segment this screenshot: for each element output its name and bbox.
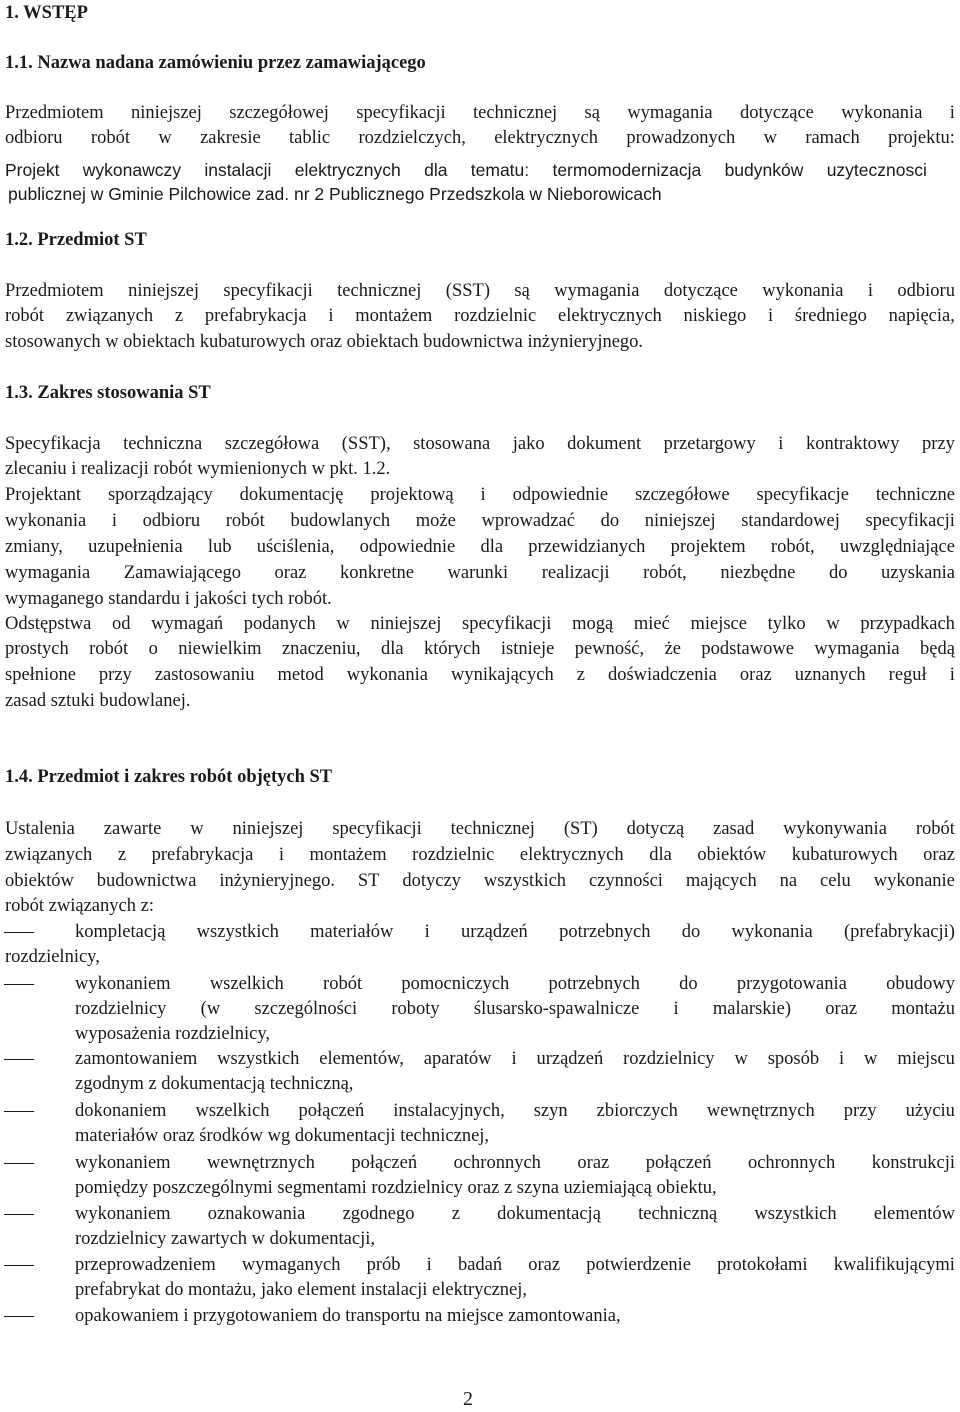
word: metod bbox=[277, 665, 324, 685]
word: niezbędne bbox=[720, 563, 796, 583]
word: elementów bbox=[873, 1204, 955, 1224]
word: miejsce bbox=[690, 614, 747, 634]
word: od bbox=[112, 614, 131, 634]
word: specyfikacji bbox=[865, 511, 955, 531]
word: wykonanie bbox=[873, 871, 955, 891]
page-number: 2 bbox=[463, 1388, 473, 1410]
word: techniczne bbox=[875, 485, 955, 505]
word: do bbox=[828, 563, 848, 583]
word: z bbox=[451, 1204, 460, 1224]
word: niniejszej bbox=[232, 819, 304, 839]
word: stosowana bbox=[413, 434, 491, 454]
word: zgodnego bbox=[342, 1204, 415, 1224]
word: robót, bbox=[770, 537, 815, 557]
paragraph-line bbox=[5, 844, 955, 866]
paragraph-line bbox=[5, 613, 955, 635]
word: dotyczą bbox=[626, 819, 685, 839]
word: konstrukcji bbox=[871, 1153, 955, 1173]
word: napięcia, bbox=[888, 306, 955, 326]
word: aparatów bbox=[423, 1049, 492, 1069]
word: i bbox=[673, 999, 679, 1019]
word: techniczna bbox=[123, 434, 203, 454]
word: wszystkich bbox=[196, 922, 279, 942]
list-dash bbox=[4, 1316, 34, 1317]
list-dash bbox=[4, 984, 34, 985]
word: oraz bbox=[274, 563, 307, 583]
word: niniejszej bbox=[644, 511, 716, 531]
word: tablic bbox=[289, 128, 331, 148]
word: spełnione bbox=[5, 665, 76, 685]
list-item-line: rozdzielnicy zawartych w dokumentacji, bbox=[75, 1229, 375, 1249]
word: urządzeń bbox=[536, 1049, 604, 1069]
list-item-line: zgodnym z dokumentacją techniczną, bbox=[75, 1074, 354, 1094]
list-item-line bbox=[75, 1100, 955, 1122]
word: i bbox=[426, 1255, 432, 1275]
section-heading-1-3: 1.3. Zakres stosowania ST bbox=[5, 383, 211, 403]
word: rozdzielnicy bbox=[75, 999, 167, 1019]
paragraph-line: robót związanych z: bbox=[5, 896, 154, 916]
word: do bbox=[600, 511, 620, 531]
word: których bbox=[423, 639, 481, 659]
word: robót, bbox=[643, 563, 687, 583]
word: wynikających bbox=[450, 665, 554, 685]
word: w bbox=[763, 128, 777, 148]
list-item-line: rozdzielnicy, bbox=[5, 947, 100, 967]
word: obiektów bbox=[697, 845, 767, 865]
word: pomocniczych bbox=[401, 974, 510, 994]
word: ochronnych bbox=[453, 1153, 541, 1173]
word: roboty bbox=[391, 999, 440, 1019]
word: realizacji bbox=[541, 563, 610, 583]
word: elektrycznych bbox=[519, 845, 624, 865]
word: sporządzający bbox=[107, 485, 213, 505]
word: prefabrykacja bbox=[204, 306, 307, 326]
word: wykonawczy bbox=[82, 160, 182, 180]
word: specyfikacje bbox=[756, 485, 849, 505]
word: w bbox=[190, 819, 204, 839]
word: dokonaniem bbox=[75, 1101, 167, 1121]
word: robót bbox=[89, 639, 129, 659]
word: uwzględniające bbox=[839, 537, 955, 557]
word: wszystkich bbox=[217, 1049, 300, 1069]
word: i bbox=[839, 1049, 845, 1069]
word: dla bbox=[649, 845, 672, 865]
word: technicznej bbox=[472, 103, 558, 123]
word: termomodernizacja bbox=[552, 160, 702, 180]
list-dash bbox=[4, 932, 34, 933]
list-item-line: prefabrykat do montażu, jako element instalacji elektrycznej, bbox=[75, 1280, 528, 1300]
word: wykonaniem bbox=[75, 974, 171, 994]
word: szczegółowa bbox=[224, 434, 320, 454]
paragraph-line bbox=[5, 638, 955, 660]
word: Odstępstwa bbox=[5, 614, 92, 634]
word: oraz bbox=[528, 1255, 561, 1275]
word: zasad bbox=[713, 819, 755, 839]
word: dokumentacją bbox=[497, 1204, 601, 1224]
word: wymagania bbox=[627, 103, 713, 123]
word: dla bbox=[424, 160, 448, 180]
word: Zamawiającego bbox=[123, 563, 241, 583]
word: i bbox=[511, 1049, 517, 1069]
word: oraz bbox=[825, 999, 858, 1019]
word: wszelkich bbox=[195, 1101, 270, 1121]
word: elektrycznych bbox=[558, 306, 662, 326]
word: ślusarsko-spawalnicze bbox=[473, 999, 640, 1019]
word: zawarte bbox=[103, 819, 162, 839]
word: projektu: bbox=[888, 128, 955, 148]
word: szczegółowej bbox=[229, 103, 329, 123]
paragraph-line bbox=[5, 510, 955, 532]
word: odpowiednie bbox=[512, 485, 609, 505]
list-item-line: materiałów oraz środków wg dokumentacji technicznej, bbox=[75, 1126, 490, 1146]
word: jako bbox=[512, 434, 545, 454]
word: mogą bbox=[572, 614, 614, 634]
word: odpowiednie bbox=[359, 537, 456, 557]
word: z bbox=[576, 665, 585, 685]
word: budowlanych bbox=[290, 511, 391, 531]
word: będą bbox=[920, 639, 955, 659]
word: rozdzielnic bbox=[454, 306, 537, 326]
word: wykonaniem bbox=[75, 1153, 171, 1173]
word: mieć bbox=[633, 614, 670, 634]
word: robót bbox=[915, 819, 955, 839]
word: badań bbox=[457, 1255, 503, 1275]
word: materiałów bbox=[310, 922, 394, 942]
word: przygotowania bbox=[736, 974, 847, 994]
paragraph-line: zlecaniu i realizacji robót wymienionych w pkt. 1.2. bbox=[5, 459, 391, 479]
word: uzytecznosci bbox=[826, 160, 927, 180]
word: robót bbox=[90, 128, 130, 148]
word: kwalifikującymi bbox=[833, 1255, 955, 1275]
word: ochronnych bbox=[747, 1153, 836, 1173]
list-item-line bbox=[75, 1048, 955, 1070]
word: i bbox=[949, 103, 955, 123]
section-heading-1-2: 1.2. Przedmiot ST bbox=[5, 230, 147, 250]
word: zmiany, bbox=[5, 537, 63, 557]
list-dash bbox=[4, 1163, 34, 1164]
word: wszelkich bbox=[209, 974, 284, 994]
list-dash bbox=[4, 1111, 34, 1112]
word: połączeń bbox=[298, 1101, 365, 1121]
word: uzupełnienia bbox=[88, 537, 183, 557]
paragraph-line bbox=[5, 305, 955, 327]
word: elementów, bbox=[319, 1049, 404, 1069]
word: kompletacją bbox=[75, 922, 166, 942]
word: czynności bbox=[588, 871, 663, 891]
list-item-line: opakowaniem i przygotowaniem do transportu na miejsce zamontowania, bbox=[75, 1306, 621, 1326]
word: niniejszej bbox=[370, 614, 442, 634]
word: użyciu bbox=[905, 1101, 955, 1121]
word: specyfikacji bbox=[356, 103, 446, 123]
word: niewielkim bbox=[178, 639, 262, 659]
word: są bbox=[514, 281, 530, 301]
word: (prefabrykacji) bbox=[844, 922, 955, 942]
paragraph-line bbox=[5, 870, 955, 892]
word: malarskie) bbox=[712, 999, 791, 1019]
word: specyfikacji bbox=[332, 819, 422, 839]
word: przypadkach bbox=[860, 614, 955, 634]
paragraph-line: wymaganego standardu i jakości tych robót. bbox=[5, 589, 332, 609]
word: niniejszej bbox=[128, 281, 199, 301]
list-item-line bbox=[75, 1152, 955, 1174]
word: wykonaniem bbox=[75, 1204, 171, 1224]
word: rozdzielnicy bbox=[623, 1049, 715, 1069]
word: oraz bbox=[577, 1153, 610, 1173]
word: przewidzianych bbox=[528, 537, 646, 557]
word: Projekt bbox=[5, 160, 60, 180]
word: elektrycznych bbox=[294, 160, 401, 180]
list-item-line bbox=[75, 921, 955, 943]
word: sposób bbox=[767, 1049, 820, 1069]
word: istnieje bbox=[500, 639, 555, 659]
word: technicznej bbox=[450, 819, 535, 839]
word: rozdzielnic bbox=[412, 845, 495, 865]
paragraph-line bbox=[5, 562, 955, 584]
word: szczególności bbox=[254, 999, 358, 1019]
word: potwierdzenie bbox=[586, 1255, 692, 1275]
word: podstawowe bbox=[701, 639, 794, 659]
word: w bbox=[826, 614, 840, 634]
word: w bbox=[734, 1049, 748, 1069]
word: i bbox=[949, 665, 955, 685]
word: że bbox=[664, 639, 681, 659]
word: montażem bbox=[309, 845, 387, 865]
paragraph-line bbox=[5, 818, 955, 840]
paragraph-line bbox=[5, 127, 955, 149]
word: obudowy bbox=[886, 974, 955, 994]
word: potrzebnych bbox=[559, 922, 651, 942]
word: przy bbox=[98, 665, 132, 685]
word: zakresie bbox=[200, 128, 261, 148]
word: montażu bbox=[891, 999, 955, 1019]
word: przy bbox=[843, 1101, 877, 1121]
word: dokument bbox=[567, 434, 642, 454]
word: zbiorczych bbox=[596, 1101, 678, 1121]
word: do bbox=[681, 922, 701, 942]
word: doświadczenia bbox=[607, 665, 717, 685]
word: dotyczące bbox=[663, 281, 738, 301]
word: robót bbox=[225, 511, 265, 531]
word: techniczną bbox=[638, 1204, 718, 1224]
word: i bbox=[111, 511, 117, 531]
word: wewnętrznych bbox=[706, 1101, 815, 1121]
word: uściślenia, bbox=[256, 537, 335, 557]
word: dla bbox=[480, 537, 504, 557]
word: wymagania bbox=[554, 281, 640, 301]
word: (SST) bbox=[445, 281, 490, 301]
list-item-line bbox=[75, 1203, 955, 1225]
word: są bbox=[584, 103, 600, 123]
word: Ustalenia bbox=[5, 819, 75, 839]
word: budownictwa bbox=[96, 871, 197, 891]
word: może bbox=[415, 511, 456, 531]
word: wykonywania bbox=[783, 819, 887, 839]
word: (ST) bbox=[563, 819, 598, 839]
word: związanych bbox=[65, 306, 154, 326]
word: specyfikacji bbox=[223, 281, 313, 301]
word: reguł bbox=[888, 665, 927, 685]
word: pewność, bbox=[574, 639, 645, 659]
word: kontraktowy bbox=[805, 434, 900, 454]
section-heading-1: 1. WSTĘP bbox=[5, 3, 88, 23]
word: wymaganych bbox=[241, 1255, 341, 1275]
word: ST bbox=[357, 871, 380, 891]
word: prostych bbox=[5, 639, 69, 659]
word: projektem bbox=[670, 537, 746, 557]
word: niniejszej bbox=[131, 103, 202, 123]
word: niskiego bbox=[683, 306, 747, 326]
word: wewnętrznych bbox=[207, 1153, 315, 1173]
word: inżynieryjnego. bbox=[219, 871, 335, 891]
list-item-line bbox=[75, 1254, 955, 1276]
word: ramach bbox=[805, 128, 860, 148]
word: wymagania bbox=[814, 639, 900, 659]
word: dotyczące bbox=[739, 103, 814, 123]
paragraph-line bbox=[5, 159, 927, 181]
word: prowadzonych bbox=[626, 128, 736, 148]
word: uznanych bbox=[794, 665, 866, 685]
paragraph-line bbox=[5, 664, 955, 686]
word: urządzeń bbox=[461, 922, 528, 942]
word: i bbox=[778, 434, 784, 454]
word: wprowadzać bbox=[481, 511, 575, 531]
word: i bbox=[328, 306, 334, 326]
paragraph-line: publicznej w Gminie Pilchowice zad. nr 2 Publicznego Przedszkola w Nieborowicach bbox=[8, 184, 662, 204]
word: dotyczy bbox=[402, 871, 461, 891]
word: protokołami bbox=[717, 1255, 808, 1275]
paragraph-line bbox=[5, 536, 955, 558]
word: oznakowania bbox=[207, 1204, 306, 1224]
word: instalacji bbox=[204, 160, 272, 180]
paragraph-line bbox=[5, 280, 955, 302]
word: wykonania bbox=[5, 511, 87, 531]
word: standardowej bbox=[741, 511, 840, 531]
list-item-line bbox=[75, 998, 955, 1020]
word: budynków bbox=[724, 160, 804, 180]
word: i bbox=[768, 306, 774, 326]
word: wykonania bbox=[762, 281, 844, 301]
word: specyfikacji bbox=[462, 614, 552, 634]
paragraph-line bbox=[5, 433, 955, 455]
word: z bbox=[117, 845, 127, 865]
word: elektrycznych bbox=[494, 128, 598, 148]
paragraph-line bbox=[5, 484, 955, 506]
word: prefabrykacja bbox=[151, 845, 254, 865]
paragraph-line bbox=[5, 102, 955, 124]
word: wszystkich bbox=[483, 871, 567, 891]
word: wykonania bbox=[841, 103, 923, 123]
word: projektową bbox=[370, 485, 454, 505]
word: miejscu bbox=[897, 1049, 955, 1069]
word: robót bbox=[323, 974, 363, 994]
word: z bbox=[174, 306, 184, 326]
word: na bbox=[779, 871, 798, 891]
list-dash bbox=[4, 1265, 34, 1266]
word: w bbox=[336, 614, 350, 634]
word: konkretne bbox=[339, 563, 414, 583]
section-heading-1-4: 1.4. Przedmiot i zakres robót objętych ST bbox=[5, 767, 333, 787]
word: połączeń bbox=[351, 1153, 418, 1173]
word: lub bbox=[207, 537, 232, 557]
section-heading-1-1: 1.1. Nazwa nadana zamówieniu przez zamawiającego bbox=[5, 53, 426, 73]
word: średniego bbox=[794, 306, 867, 326]
word: i bbox=[867, 281, 874, 301]
word: celu bbox=[820, 871, 851, 891]
word: mających bbox=[685, 871, 757, 891]
word: robót bbox=[5, 306, 45, 326]
word: rozdzielczych, bbox=[358, 128, 466, 148]
word: odbioru bbox=[5, 128, 63, 148]
word: zamontowaniem bbox=[75, 1049, 198, 1069]
word: warunki bbox=[447, 563, 509, 583]
word: zastosowaniu bbox=[154, 665, 255, 685]
word: i bbox=[278, 845, 284, 865]
word: szyn bbox=[533, 1101, 568, 1121]
word: wymagań bbox=[151, 614, 224, 634]
word: w bbox=[158, 128, 172, 148]
word: instalacyjnych, bbox=[393, 1101, 505, 1121]
word: technicznej bbox=[337, 281, 422, 301]
word: Specyfikacja bbox=[5, 434, 101, 454]
word: Przedmiotem bbox=[5, 103, 104, 123]
paragraph-line: stosowanych w obiektach kubaturowych oraz obiektach budownictwa inżynieryjnego. bbox=[5, 332, 644, 352]
word: obiektów bbox=[5, 871, 74, 891]
word: tylko bbox=[767, 614, 806, 634]
list-item-line: pomiędzy poszczególnymi segmentami rozdzielnicy oraz z szyna uziemiającą obiektu, bbox=[75, 1178, 717, 1198]
word: (w bbox=[200, 999, 221, 1019]
word: odbioru bbox=[142, 511, 201, 531]
word: szczegółowe bbox=[635, 485, 730, 505]
word: i bbox=[424, 922, 430, 942]
word: przy bbox=[922, 434, 955, 454]
word: przetargowy bbox=[663, 434, 756, 454]
word: do bbox=[679, 974, 698, 994]
word: wykonania bbox=[346, 665, 428, 685]
word: kubaturowych bbox=[791, 845, 898, 865]
paragraph-line: zasad sztuki budowlanej. bbox=[5, 691, 191, 711]
word: dla bbox=[380, 639, 404, 659]
list-dash bbox=[4, 1059, 34, 1060]
word: Projektant bbox=[5, 485, 82, 505]
word: podanych bbox=[243, 614, 316, 634]
word: w bbox=[864, 1049, 878, 1069]
word: Przedmiotem bbox=[5, 281, 104, 301]
list-dash bbox=[4, 1214, 34, 1215]
word: przeprowadzeniem bbox=[75, 1255, 216, 1275]
word: wymagania bbox=[5, 563, 91, 583]
list-item-line: wyposażenia rozdzielnicy, bbox=[75, 1024, 271, 1044]
word: i bbox=[480, 485, 486, 505]
word: montażem bbox=[355, 306, 433, 326]
word: odbioru bbox=[897, 281, 955, 301]
word: dokumentację bbox=[239, 485, 344, 505]
word: potrzebnych bbox=[548, 974, 640, 994]
word: prób bbox=[366, 1255, 401, 1275]
word: oraz bbox=[923, 845, 955, 865]
word: wszystkich bbox=[754, 1204, 837, 1224]
word: oraz bbox=[739, 665, 772, 685]
word: tematu: bbox=[470, 160, 530, 180]
word: połączeń bbox=[645, 1153, 712, 1173]
word: wykonania bbox=[731, 922, 813, 942]
word: (SST), bbox=[341, 434, 391, 454]
word: o bbox=[148, 639, 158, 659]
word: uzyskania bbox=[881, 563, 955, 583]
word: znaczeniu, bbox=[281, 639, 361, 659]
list-item-line bbox=[75, 973, 955, 995]
word: związanych bbox=[5, 845, 93, 865]
